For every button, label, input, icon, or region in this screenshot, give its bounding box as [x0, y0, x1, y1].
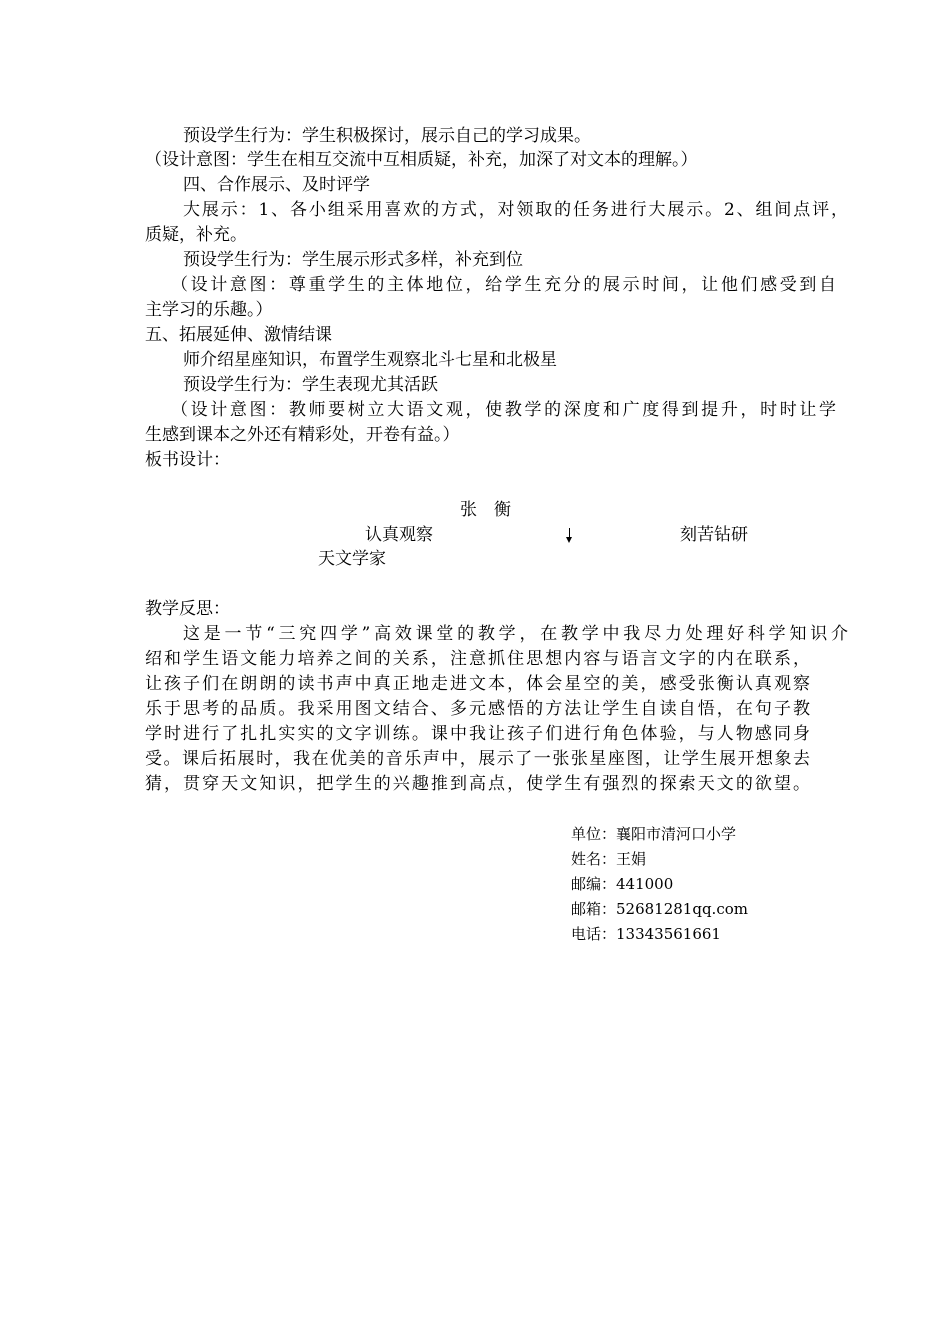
text-line-11: 预设学生行为：学生表现尤其活跃	[183, 375, 438, 395]
reflection-line-7: 猜，贯穿天文知识，把学生的兴趣推到高点，使学生有强烈的探索天文的欲望。	[145, 774, 810, 794]
text-line-5: 质疑，补充。	[145, 225, 247, 245]
reflection-line-5: 学时进行了扎扎实实的文字训练。课中我让孩子们进行角色体验，与人物感同身	[145, 724, 810, 744]
author-unit: 单位：襄阳市清河口小学	[571, 825, 737, 843]
board-left: 认真观察	[365, 525, 433, 545]
text-line-4: 大展示：1、各小组采用喜欢的方式，对领取的任务进行大展示。2、组间点评，	[183, 200, 848, 220]
reflection-line-1: 这是一节“三究四学”高效课堂的教学，在教学中我尽力处理好科学知识介	[183, 624, 848, 644]
board-right: 刻苦钻研	[680, 525, 748, 545]
reflection-line-2: 绍和学生语文能力培养之间的关系，注意抓住思想内容与语言文字的内在联系，	[145, 649, 810, 669]
author-phone: 电话：13343561661	[571, 925, 721, 943]
author-email: 邮箱：52681281qq.com	[571, 900, 748, 918]
reflection-line-4: 乐于思考的品质。我采用图文结合、多元感悟的方法让学生自读自悟，在句子教	[145, 699, 810, 719]
arrow-down-icon	[566, 528, 574, 544]
text-line-6: 预设学生行为：学生展示形式多样，补充到位	[183, 250, 523, 270]
text-line-12: （设计意图：教师要树立大语文观，使教学的深度和广度得到提升，时时让学	[171, 400, 836, 420]
reflection-heading: 教学反思：	[145, 599, 230, 619]
reflection-line-3: 让孩子们在朗朗的读书声中真正地走进文本，体会星空的美，感受张衡认真观察	[145, 674, 810, 694]
text-line-8: 主学习的乐趣。）	[145, 300, 273, 320]
board-bottom: 天文学家	[318, 549, 386, 569]
section-heading-4: 四、合作展示、及时评学	[183, 175, 370, 195]
section-heading-5: 五、拓展延伸、激情结课	[145, 325, 332, 345]
reflection-line-6: 受。课后拓展时，我在优美的音乐声中，展示了一张张星座图，让学生展开想象去	[145, 749, 810, 769]
author-postcode: 邮编：441000	[571, 875, 674, 893]
author-name: 姓名：王娟	[571, 850, 647, 868]
text-line-10: 师介绍星座知识，布置学生观察北斗七星和北极星	[183, 350, 557, 370]
text-line-13: 生感到课本之外还有精彩处，开卷有益。）	[145, 425, 460, 445]
text-line-7: （设计意图：尊重学生的主体地位，给学生充分的展示时间，让他们感受到自	[171, 275, 836, 295]
text-line-2: （设计意图：学生在相互交流中互相质疑，补充，加深了对文本的理解。）	[145, 150, 698, 170]
text-line-1: 预设学生行为：学生积极探讨，展示自己的学习成果。	[183, 126, 591, 146]
board-title: 张 衡	[460, 500, 511, 520]
board-design-heading: 板书设计：	[145, 450, 230, 470]
